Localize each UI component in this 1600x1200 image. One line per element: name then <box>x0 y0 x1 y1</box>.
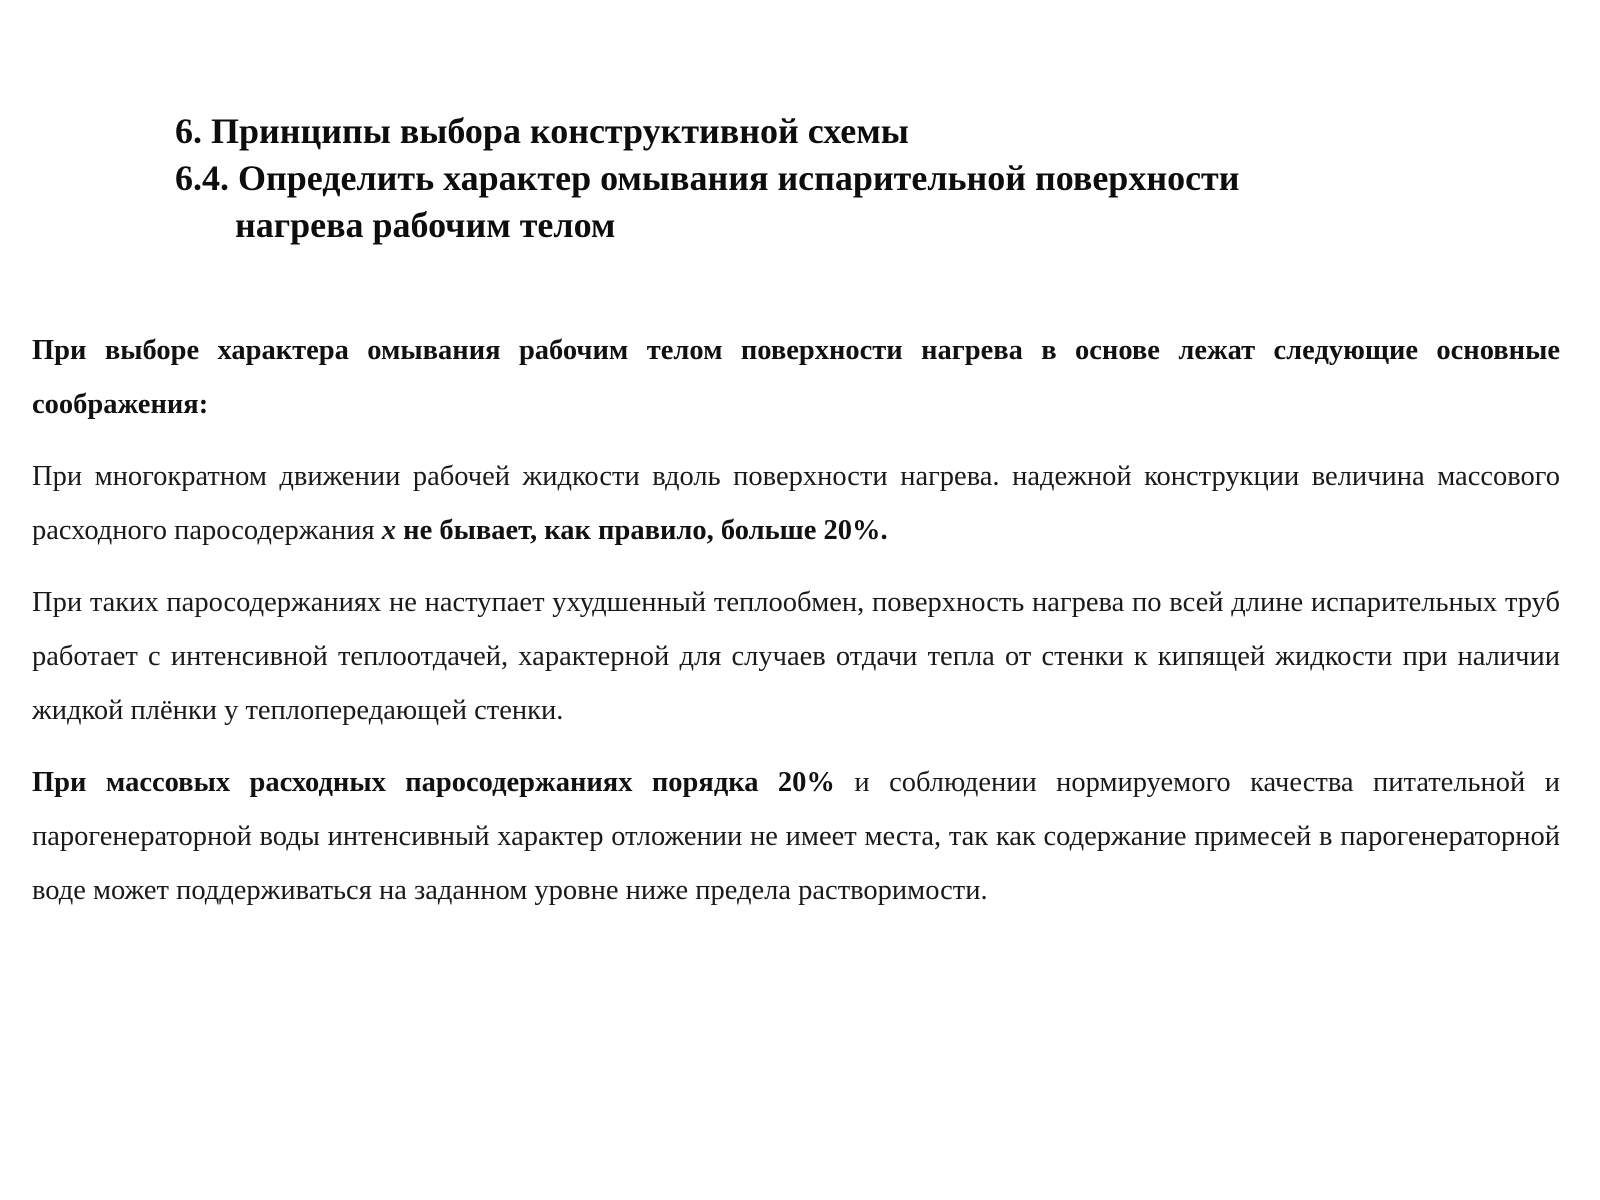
subsection-title: 6.4. Определить характер омывания испарительной поверхности <box>175 158 1240 198</box>
body-text <box>32 324 1560 936</box>
section-title: 6. Принципы выбора конструктивной схемы <box>175 111 909 151</box>
deposits-bold-text: При массовых расходных паросодержаниях порядка 20% <box>32 767 835 798</box>
vapor-content-bold: не бывает, как правило, больше 20%. <box>396 515 888 546</box>
paragraph-vapor-content <box>32 450 1560 558</box>
paragraph-heat-transfer <box>32 576 1560 738</box>
intro-bold-text: При выборе характера омывания рабочим телом поверхности нагрева в основе лежат следующие основные соображения: <box>32 335 1560 420</box>
variable-x: x <box>381 515 397 546</box>
heat-transfer-text: При таких паросодержаниях не наступает ухудшенный теплообмен, поверхность нагрева по всей длине испарительных труб работает с интенсивной теплоотдачей, характерной для случаев отдачи тепла от стенки к кипящей жидкости при наличии жидкой плёнки у теплопередающей стенки. <box>32 587 1560 726</box>
vapor-content-text: При многократном движении рабочей жидкости вдоль поверхности нагрева. надежной конструкции величина массового расходного паросодержания <box>32 461 1560 546</box>
slide-heading <box>175 108 1425 249</box>
deposits-text: и соблюдении нормируемого качества питательной и парогенераторной воды интенсивный характер отложении не имеет места, так как содержание примесей в парогенераторной воде может поддерживаться на заданном уровне ниже предела растворимости. <box>32 767 1560 906</box>
paragraph-deposits <box>32 756 1560 918</box>
subsection-title-continuation: нагрева рабочим телом <box>235 205 616 245</box>
paragraph-intro <box>32 324 1560 432</box>
